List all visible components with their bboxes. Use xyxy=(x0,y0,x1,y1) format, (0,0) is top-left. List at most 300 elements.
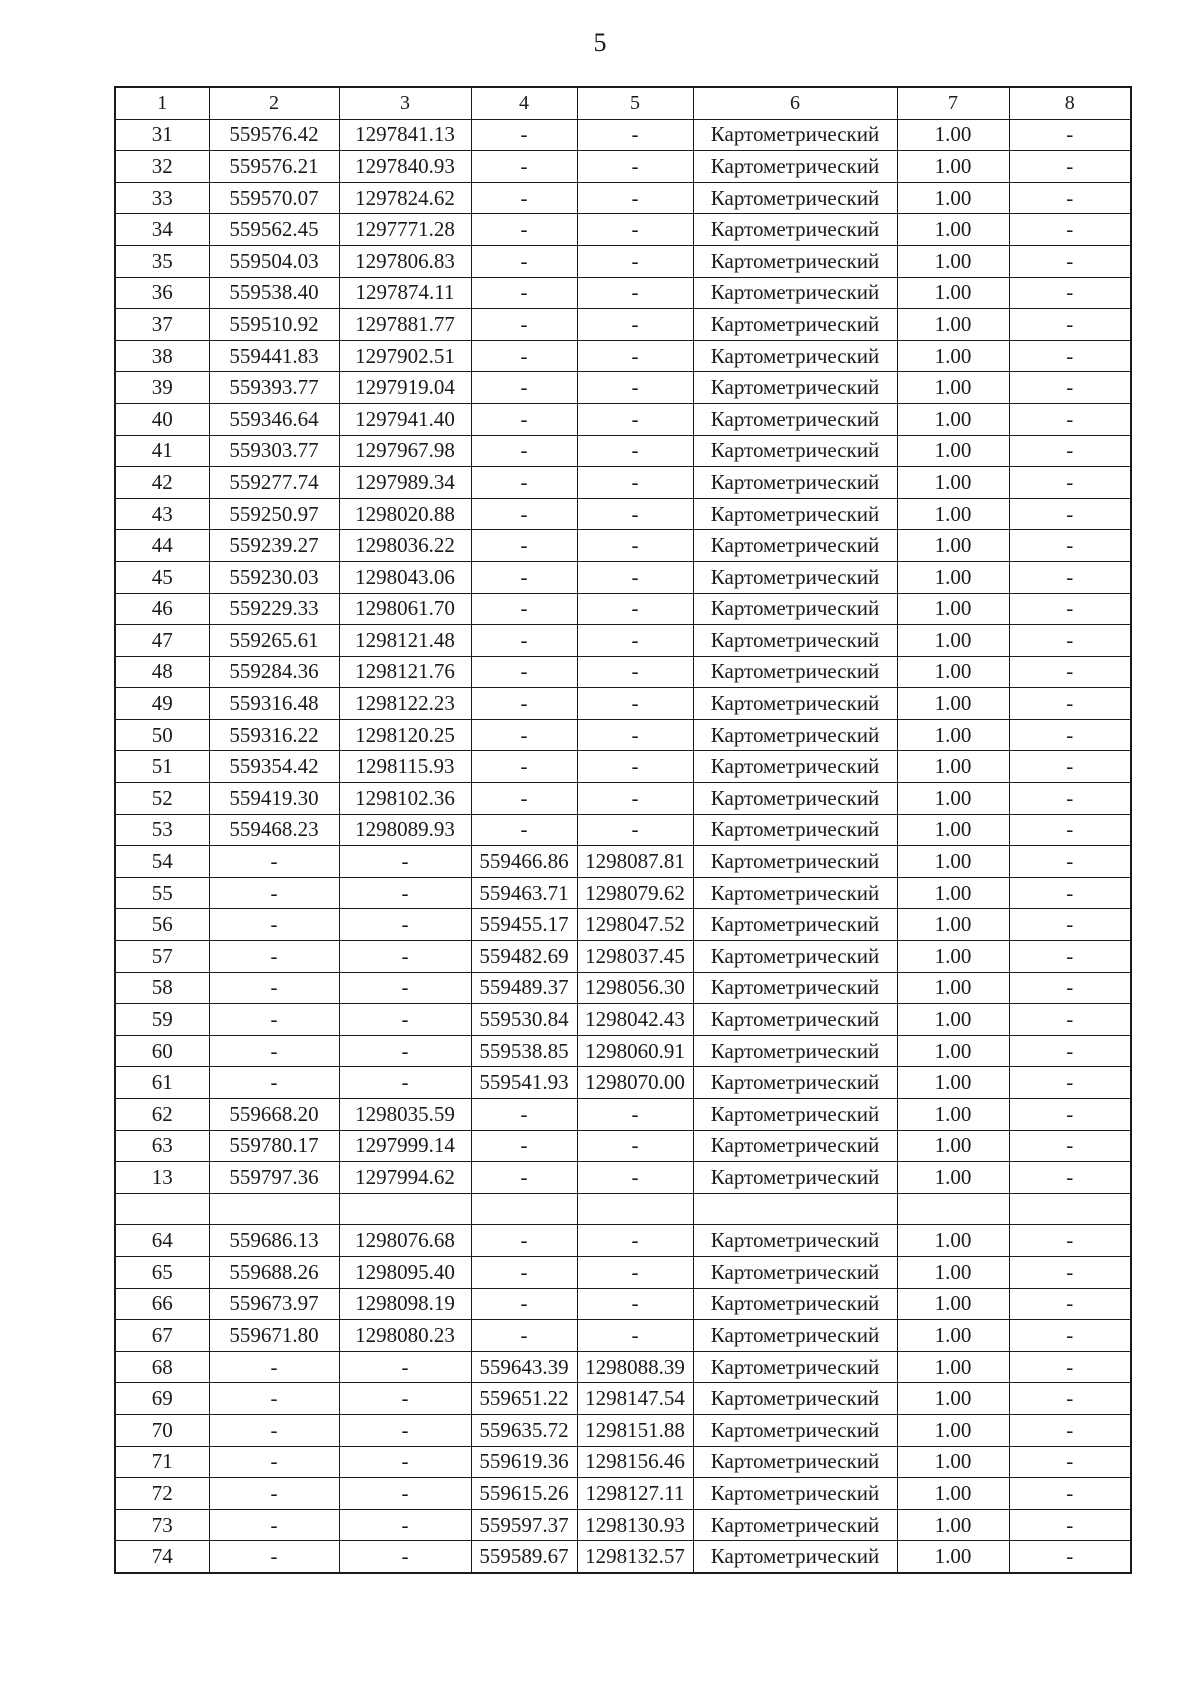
table-row xyxy=(115,214,1131,246)
table-cell: - xyxy=(471,1320,577,1352)
table-row xyxy=(115,403,1131,435)
table-cell: - xyxy=(339,1414,471,1446)
table-cell: - xyxy=(1009,561,1131,593)
table-cell: 46 xyxy=(115,593,209,625)
table-cell: - xyxy=(471,1130,577,1162)
table-cell: Картометрический xyxy=(693,182,897,214)
table-cell: Картометрический xyxy=(693,1099,897,1131)
table-cell: 1297841.13 xyxy=(339,119,471,151)
table-cell: - xyxy=(1009,1320,1131,1352)
table-row xyxy=(115,1288,1131,1320)
table-cell xyxy=(339,1193,471,1225)
table-cell: - xyxy=(471,277,577,309)
table-cell: - xyxy=(577,309,693,341)
table-cell: - xyxy=(471,1225,577,1257)
table-cell: - xyxy=(471,1256,577,1288)
table-cell: 51 xyxy=(115,751,209,783)
table-cell: 52 xyxy=(115,783,209,815)
table-row xyxy=(115,309,1131,341)
table-cell: - xyxy=(1009,372,1131,404)
table-cell: 1.00 xyxy=(897,1383,1009,1415)
table-cell: - xyxy=(577,340,693,372)
table-cell: - xyxy=(1009,1414,1131,1446)
table-cell: - xyxy=(471,751,577,783)
table-cell: 1297941.40 xyxy=(339,403,471,435)
table-cell: Картометрический xyxy=(693,340,897,372)
table-row xyxy=(115,1446,1131,1478)
table-cell: 1298079.62 xyxy=(577,877,693,909)
table-cell: 73 xyxy=(115,1509,209,1541)
table-cell: - xyxy=(471,245,577,277)
table-cell: Картометрический xyxy=(693,1256,897,1288)
table-cell: - xyxy=(209,1414,339,1446)
table-cell: 1.00 xyxy=(897,151,1009,183)
table-cell: - xyxy=(471,151,577,183)
table-cell: - xyxy=(577,751,693,783)
table-cell: - xyxy=(471,1288,577,1320)
table-cell: 1.00 xyxy=(897,688,1009,720)
table-cell: 1298122.23 xyxy=(339,688,471,720)
table-cell: - xyxy=(471,498,577,530)
table-cell: 559615.26 xyxy=(471,1478,577,1510)
table-cell: 559316.22 xyxy=(209,719,339,751)
table-cell: 559597.37 xyxy=(471,1509,577,1541)
table-cell: - xyxy=(209,941,339,973)
table-cell: 1.00 xyxy=(897,846,1009,878)
table-cell: 1297999.14 xyxy=(339,1130,471,1162)
table-cell: 38 xyxy=(115,340,209,372)
table-row xyxy=(115,1193,1131,1225)
table-cell: 1.00 xyxy=(897,1541,1009,1573)
table-cell: 59 xyxy=(115,1004,209,1036)
table-cell: 559643.39 xyxy=(471,1351,577,1383)
table-cell: - xyxy=(1009,688,1131,720)
table-cell: - xyxy=(577,1320,693,1352)
table-cell: - xyxy=(471,783,577,815)
table-cell: 1.00 xyxy=(897,1446,1009,1478)
table-cell: 1.00 xyxy=(897,277,1009,309)
table-cell: 559671.80 xyxy=(209,1320,339,1352)
table-cell: 1.00 xyxy=(897,877,1009,909)
table-row xyxy=(115,561,1131,593)
table-cell: 559482.69 xyxy=(471,941,577,973)
table-cell: 559619.36 xyxy=(471,1446,577,1478)
table-cell: - xyxy=(577,1288,693,1320)
table-cell: 559468.23 xyxy=(209,814,339,846)
table-row xyxy=(115,719,1131,751)
table-cell: 44 xyxy=(115,530,209,562)
table-cell: - xyxy=(471,214,577,246)
table-cell: Картометрический xyxy=(693,625,897,657)
table-cell: - xyxy=(1009,467,1131,499)
table-cell: Картометрический xyxy=(693,1035,897,1067)
table-cell: - xyxy=(1009,1162,1131,1194)
table-cell: 1298060.91 xyxy=(577,1035,693,1067)
table-cell: 70 xyxy=(115,1414,209,1446)
table-cell: - xyxy=(1009,1099,1131,1131)
table-cell: - xyxy=(1009,751,1131,783)
table-cell: 1297967.98 xyxy=(339,435,471,467)
table-cell: - xyxy=(1009,1067,1131,1099)
table-cell: 559635.72 xyxy=(471,1414,577,1446)
table-cell: - xyxy=(577,372,693,404)
table-cell: 48 xyxy=(115,656,209,688)
table-cell: 1.00 xyxy=(897,751,1009,783)
table-cell: - xyxy=(577,182,693,214)
table-row xyxy=(115,119,1131,151)
table-cell: - xyxy=(1009,1130,1131,1162)
table-cell: - xyxy=(209,1004,339,1036)
table-cell: Картометрический xyxy=(693,214,897,246)
table-cell: - xyxy=(577,783,693,815)
table-row xyxy=(115,1004,1131,1036)
table-cell: - xyxy=(471,403,577,435)
table-cell: 559541.93 xyxy=(471,1067,577,1099)
table-cell: 1.00 xyxy=(897,119,1009,151)
table-cell: - xyxy=(1009,498,1131,530)
table-cell: - xyxy=(1009,435,1131,467)
table-cell: 1.00 xyxy=(897,1004,1009,1036)
table-cell: - xyxy=(471,561,577,593)
table-cell: 1298151.88 xyxy=(577,1414,693,1446)
table-cell: Картометрический xyxy=(693,245,897,277)
table-cell: 1297919.04 xyxy=(339,372,471,404)
table-cell: - xyxy=(471,814,577,846)
table-cell: - xyxy=(577,403,693,435)
table-cell: Картометрический xyxy=(693,1541,897,1573)
table-cell: 1.00 xyxy=(897,972,1009,1004)
table-cell: - xyxy=(577,498,693,530)
table-cell: 1298147.54 xyxy=(577,1383,693,1415)
table-cell: 1298098.19 xyxy=(339,1288,471,1320)
table-cell: - xyxy=(577,625,693,657)
table-cell: - xyxy=(209,846,339,878)
table-row xyxy=(115,1162,1131,1194)
table-cell: - xyxy=(209,909,339,941)
table-cell: 49 xyxy=(115,688,209,720)
table-cell: 559538.40 xyxy=(209,277,339,309)
table-cell xyxy=(115,1193,209,1225)
table-cell: 559489.37 xyxy=(471,972,577,1004)
table-cell: - xyxy=(1009,1541,1131,1573)
table-cell: 36 xyxy=(115,277,209,309)
table-cell: - xyxy=(1009,245,1131,277)
table-cell: - xyxy=(1009,1225,1131,1257)
table-cell: 1.00 xyxy=(897,1067,1009,1099)
table-cell: 559686.13 xyxy=(209,1225,339,1257)
table-cell: 1.00 xyxy=(897,593,1009,625)
table-cell: - xyxy=(209,1351,339,1383)
table-cell: - xyxy=(577,1162,693,1194)
column-header: 4 xyxy=(471,87,577,119)
table-cell: Картометрический xyxy=(693,119,897,151)
table-cell: - xyxy=(339,1446,471,1478)
table-cell: 1297840.93 xyxy=(339,151,471,183)
table-cell: 559576.21 xyxy=(209,151,339,183)
table-cell: - xyxy=(577,719,693,751)
table-cell: 1298121.48 xyxy=(339,625,471,657)
table-row xyxy=(115,1035,1131,1067)
table-cell: - xyxy=(577,656,693,688)
table-cell: 1297989.34 xyxy=(339,467,471,499)
table-row xyxy=(115,688,1131,720)
table-cell: 559277.74 xyxy=(209,467,339,499)
table-row xyxy=(115,877,1131,909)
column-header: 1 xyxy=(115,87,209,119)
table-cell: - xyxy=(577,277,693,309)
table-cell: Картометрический xyxy=(693,719,897,751)
table-cell: Картометрический xyxy=(693,498,897,530)
table-cell: 559455.17 xyxy=(471,909,577,941)
column-header: 2 xyxy=(209,87,339,119)
table-cell: 1297881.77 xyxy=(339,309,471,341)
table-cell: - xyxy=(339,1035,471,1067)
table-cell: 31 xyxy=(115,119,209,151)
table-cell: 1.00 xyxy=(897,372,1009,404)
table-row xyxy=(115,1478,1131,1510)
table-row xyxy=(115,1383,1131,1415)
table-cell: 1.00 xyxy=(897,1288,1009,1320)
table-cell: 1298121.76 xyxy=(339,656,471,688)
table-cell: 1.00 xyxy=(897,814,1009,846)
table-row xyxy=(115,909,1131,941)
table-cell: Картометрический xyxy=(693,1130,897,1162)
table-cell: - xyxy=(577,467,693,499)
table-cell: 40 xyxy=(115,403,209,435)
table-cell: 1.00 xyxy=(897,340,1009,372)
table-cell: Картометрический xyxy=(693,309,897,341)
table-cell: 68 xyxy=(115,1351,209,1383)
table-cell: 1.00 xyxy=(897,1256,1009,1288)
table-cell: 1298070.00 xyxy=(577,1067,693,1099)
table-cell: - xyxy=(1009,340,1131,372)
table-cell: 56 xyxy=(115,909,209,941)
table-cell: 1298156.46 xyxy=(577,1446,693,1478)
table-cell: - xyxy=(471,182,577,214)
table-cell: Картометрический xyxy=(693,1351,897,1383)
table-cell: - xyxy=(1009,846,1131,878)
table-row xyxy=(115,1130,1131,1162)
table-cell: 1298120.25 xyxy=(339,719,471,751)
table-cell: - xyxy=(1009,783,1131,815)
table-cell: - xyxy=(1009,403,1131,435)
table-cell: 71 xyxy=(115,1446,209,1478)
table-cell: Картометрический xyxy=(693,593,897,625)
table-cell: 1.00 xyxy=(897,719,1009,751)
table-cell: - xyxy=(1009,1446,1131,1478)
table-cell: 559316.48 xyxy=(209,688,339,720)
table-cell xyxy=(471,1193,577,1225)
table-cell: - xyxy=(577,1130,693,1162)
table-cell: - xyxy=(1009,814,1131,846)
table-cell: - xyxy=(339,1351,471,1383)
table-cell: 1297824.62 xyxy=(339,182,471,214)
table-cell: 559265.61 xyxy=(209,625,339,657)
table-cell: 1298130.93 xyxy=(577,1509,693,1541)
table-cell: 1298076.68 xyxy=(339,1225,471,1257)
table-cell: 559239.27 xyxy=(209,530,339,562)
table-row xyxy=(115,372,1131,404)
table-cell: 1.00 xyxy=(897,561,1009,593)
table-cell: - xyxy=(577,1225,693,1257)
table-cell: - xyxy=(1009,593,1131,625)
table-cell: - xyxy=(577,245,693,277)
table-cell: - xyxy=(577,214,693,246)
table-row xyxy=(115,972,1131,1004)
table-cell: 559441.83 xyxy=(209,340,339,372)
table-cell: - xyxy=(209,1478,339,1510)
table-cell: 1.00 xyxy=(897,1351,1009,1383)
table-cell: - xyxy=(1009,182,1131,214)
table-row xyxy=(115,467,1131,499)
table-cell: Картометрический xyxy=(693,941,897,973)
table-row xyxy=(115,1320,1131,1352)
table-cell: Картометрический xyxy=(693,877,897,909)
table-row xyxy=(115,1351,1131,1383)
table-cell: 67 xyxy=(115,1320,209,1352)
table-cell: Картометрический xyxy=(693,561,897,593)
table-cell: 1.00 xyxy=(897,909,1009,941)
table-cell: - xyxy=(471,656,577,688)
table-cell: - xyxy=(577,561,693,593)
table-cell: Картометрический xyxy=(693,530,897,562)
table-cell: 1.00 xyxy=(897,498,1009,530)
coordinates-table xyxy=(114,86,1132,1574)
table-cell: - xyxy=(339,909,471,941)
table-cell: 1298036.22 xyxy=(339,530,471,562)
table-cell: 66 xyxy=(115,1288,209,1320)
table-cell: 63 xyxy=(115,1130,209,1162)
table-row xyxy=(115,1225,1131,1257)
table-row xyxy=(115,1541,1131,1573)
table-cell: 1297771.28 xyxy=(339,214,471,246)
table-cell: - xyxy=(339,1067,471,1099)
table-cell: 1.00 xyxy=(897,941,1009,973)
table-cell: - xyxy=(1009,309,1131,341)
table-cell: 559530.84 xyxy=(471,1004,577,1036)
table-cell: 32 xyxy=(115,151,209,183)
table-cell: 1298095.40 xyxy=(339,1256,471,1288)
table-cell: 57 xyxy=(115,941,209,973)
table-cell: Картометрический xyxy=(693,435,897,467)
table-cell: 1298080.23 xyxy=(339,1320,471,1352)
table-cell: - xyxy=(1009,151,1131,183)
table-cell: 1298115.93 xyxy=(339,751,471,783)
table-row xyxy=(115,1099,1131,1131)
table-cell: 1.00 xyxy=(897,245,1009,277)
table-cell: 1298132.57 xyxy=(577,1541,693,1573)
table-cell: - xyxy=(1009,1383,1131,1415)
table-cell: 1.00 xyxy=(897,1035,1009,1067)
table-cell: 559284.36 xyxy=(209,656,339,688)
table-cell: 33 xyxy=(115,182,209,214)
table-row xyxy=(115,751,1131,783)
table-cell xyxy=(693,1193,897,1225)
table-cell: 559562.45 xyxy=(209,214,339,246)
table-cell: Картометрический xyxy=(693,846,897,878)
table-cell: - xyxy=(1009,277,1131,309)
table-cell: 559589.67 xyxy=(471,1541,577,1573)
table-cell: 53 xyxy=(115,814,209,846)
table-cell: - xyxy=(339,1004,471,1036)
table-cell: 37 xyxy=(115,309,209,341)
table-row xyxy=(115,1509,1131,1541)
table-cell: - xyxy=(209,1446,339,1478)
table-cell: 559538.85 xyxy=(471,1035,577,1067)
table-cell: 1298061.70 xyxy=(339,593,471,625)
table-cell: - xyxy=(577,119,693,151)
table-cell: 559393.77 xyxy=(209,372,339,404)
table-cell: - xyxy=(1009,1478,1131,1510)
table-row xyxy=(115,625,1131,657)
table-cell: - xyxy=(471,530,577,562)
table-cell: 64 xyxy=(115,1225,209,1257)
table-cell: - xyxy=(209,1067,339,1099)
table-cell: 1298020.88 xyxy=(339,498,471,530)
table-cell: - xyxy=(577,688,693,720)
table-cell: 1298047.52 xyxy=(577,909,693,941)
table-cell: 1297806.83 xyxy=(339,245,471,277)
table-cell: 1.00 xyxy=(897,182,1009,214)
column-header: 8 xyxy=(1009,87,1131,119)
table-cell: 1.00 xyxy=(897,530,1009,562)
table-cell: 35 xyxy=(115,245,209,277)
table-cell: 559466.86 xyxy=(471,846,577,878)
table-cell: - xyxy=(339,1541,471,1573)
table-cell: Картометрический xyxy=(693,656,897,688)
table-row xyxy=(115,1067,1131,1099)
table-cell: 47 xyxy=(115,625,209,657)
table-cell: - xyxy=(209,1383,339,1415)
table-cell: - xyxy=(471,593,577,625)
table-cell: - xyxy=(1009,909,1131,941)
table-cell: Картометрический xyxy=(693,972,897,1004)
table-cell: 1.00 xyxy=(897,1320,1009,1352)
table-cell: - xyxy=(577,1256,693,1288)
table-cell: - xyxy=(1009,1288,1131,1320)
table-header-row xyxy=(115,87,1131,119)
table-cell: 559510.92 xyxy=(209,309,339,341)
table-cell: 559570.07 xyxy=(209,182,339,214)
table-cell: 559651.22 xyxy=(471,1383,577,1415)
table-cell: 1.00 xyxy=(897,1162,1009,1194)
table-cell: 559797.36 xyxy=(209,1162,339,1194)
table-cell: 1.00 xyxy=(897,1225,1009,1257)
table-cell: 1.00 xyxy=(897,403,1009,435)
table-cell: 42 xyxy=(115,467,209,499)
table-row xyxy=(115,846,1131,878)
table-cell: Картометрический xyxy=(693,277,897,309)
table-cell: 559230.03 xyxy=(209,561,339,593)
table-row xyxy=(115,498,1131,530)
table-cell: 13 xyxy=(115,1162,209,1194)
table-cell: 69 xyxy=(115,1383,209,1415)
table-cell: Картометрический xyxy=(693,403,897,435)
table-cell: Картометрический xyxy=(693,372,897,404)
table-row xyxy=(115,941,1131,973)
page-number: 5 xyxy=(593,28,607,57)
table-cell: - xyxy=(339,1509,471,1541)
table-cell: - xyxy=(471,340,577,372)
table-cell: Картометрический xyxy=(693,1320,897,1352)
table-cell: 1298102.36 xyxy=(339,783,471,815)
table-cell: 54 xyxy=(115,846,209,878)
column-header: 7 xyxy=(897,87,1009,119)
table-cell: - xyxy=(209,1509,339,1541)
table-cell: 559229.33 xyxy=(209,593,339,625)
table-cell: - xyxy=(339,877,471,909)
table-row xyxy=(115,530,1131,562)
